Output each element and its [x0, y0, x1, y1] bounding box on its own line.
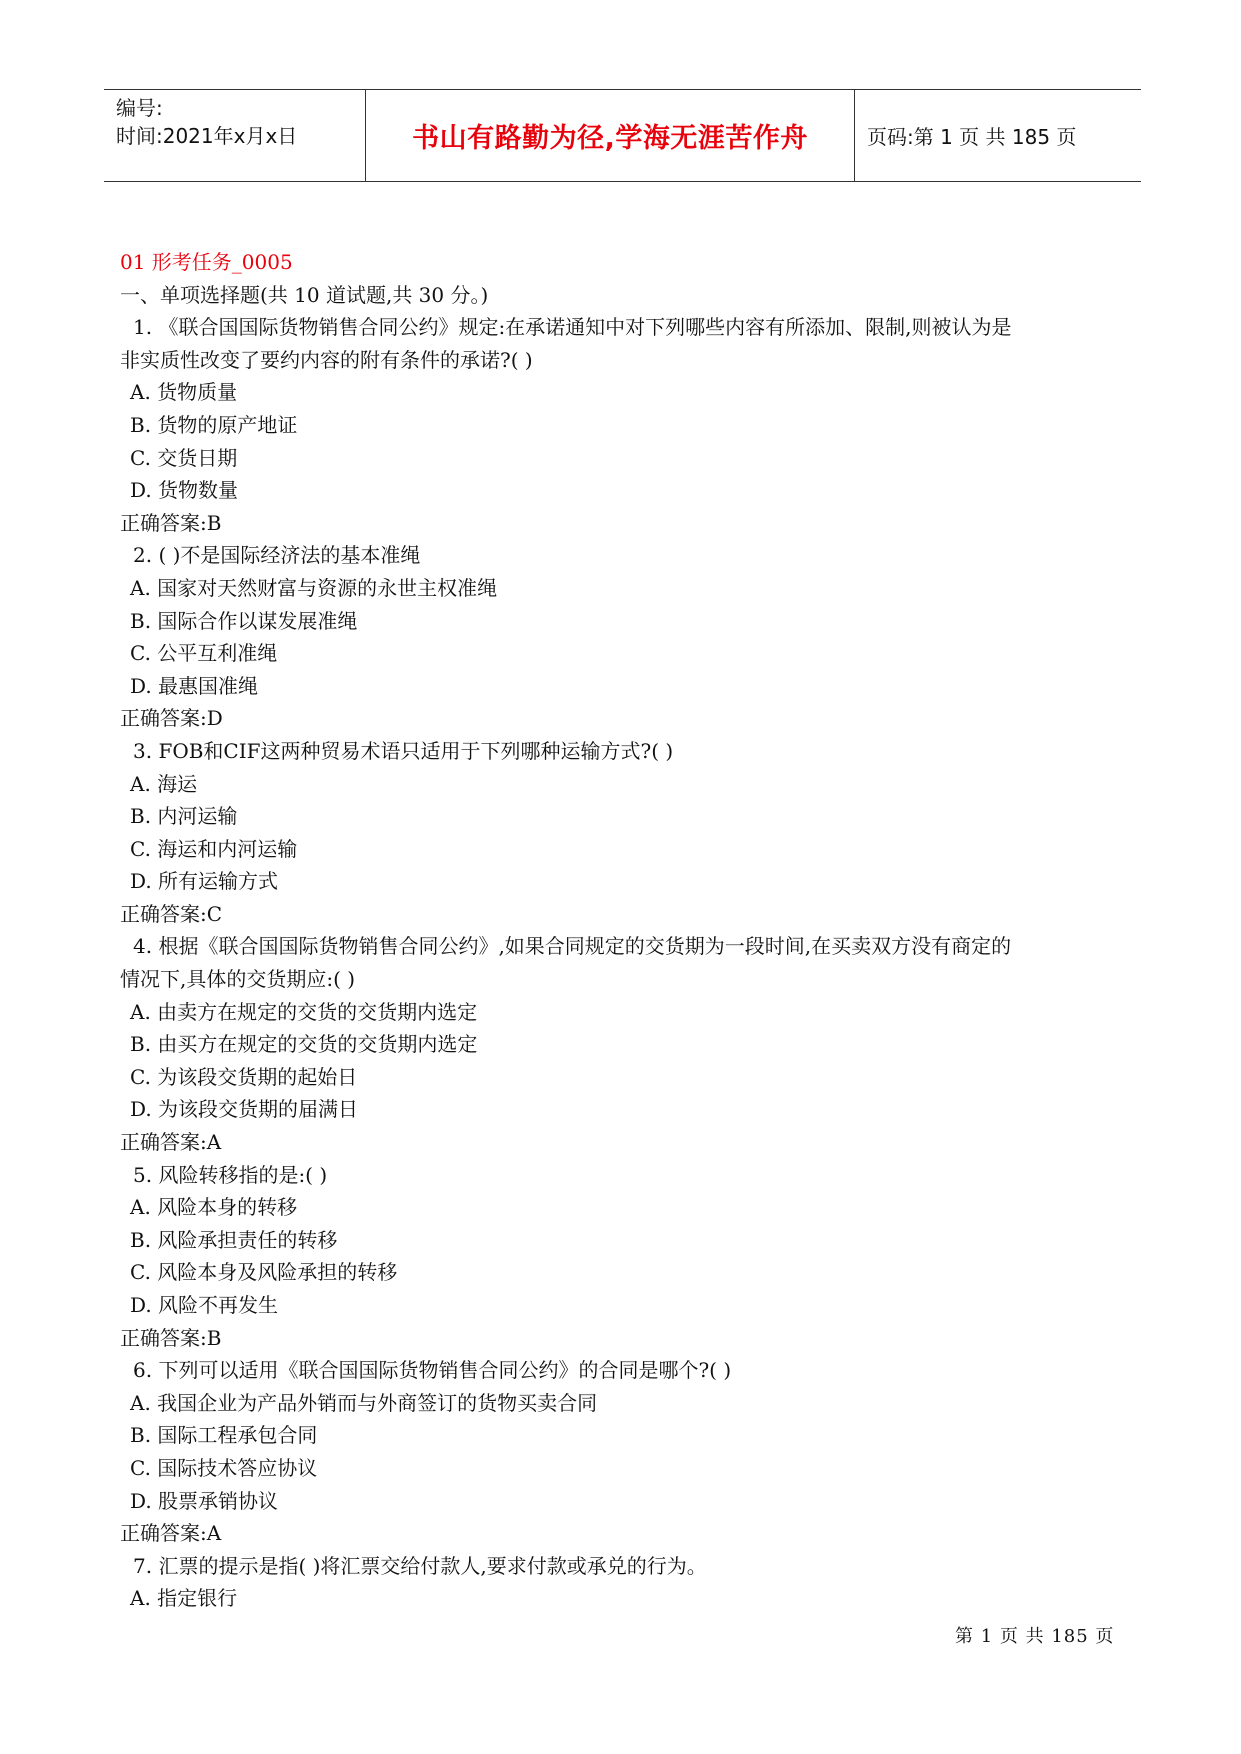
question-item [120, 1159, 1130, 1355]
answer-option: A. 海运 [130, 771, 198, 796]
header-meta [104, 90, 366, 181]
answer-option: D. 为该段交货期的届满日 [130, 1097, 359, 1122]
number-label: 编号: [116, 96, 163, 120]
correct-answer: 正确答案:B [120, 1325, 222, 1350]
question-stem: 4. 根据《联合国国际货物销售合同公约》,如果合同规定的交货期为一段时间,在买卖双方没有商定的 [133, 934, 1012, 959]
answer-option: D. 所有运输方式 [130, 869, 279, 894]
question-stem: 7. 汇票的提示是指( )将汇票交给付款人,要求付款或承兑的行为。 [133, 1553, 707, 1578]
question-stem: 6. 下列可以适用《联合国国际货物销售合同公约》的合同是哪个?( ) [133, 1358, 732, 1383]
doc-title: 01 形考任务_0005 [120, 250, 293, 274]
answer-option: A. 我国企业为产品外销而与外商签订的货物买卖合同 [130, 1390, 598, 1415]
answer-option: C. 风险本身及风险承担的转移 [130, 1260, 398, 1285]
section-heading: 一、单项选择题(共 10 道试题,共 30 分。) [120, 282, 489, 307]
header-page-info: 页码:第 1 页 共 185 页 [867, 125, 1077, 149]
header-motto: 书山有路勤为径,学海无涯苦作舟 [366, 90, 855, 181]
page-footer: 第 1 页 共 185 页 [955, 1626, 1115, 1647]
answer-option: C. 为该段交货期的起始日 [130, 1064, 358, 1089]
answer-option: B. 由买方在规定的交货的交货期内选定 [130, 1032, 478, 1057]
question-stem: 5. 风险转移指的是:( ) [133, 1162, 328, 1187]
question-stem-continued: 非实质性改变了要约内容的附有条件的承诺?( ) [120, 347, 533, 372]
question-item [120, 1550, 1130, 1615]
correct-answer: 正确答案:A [120, 1521, 222, 1546]
correct-answer: 正确答案:B [120, 510, 222, 535]
answer-option: B. 货物的原产地证 [130, 412, 298, 437]
answer-option: A. 指定银行 [130, 1586, 238, 1611]
question-item [120, 311, 1130, 539]
question-item [120, 1354, 1130, 1550]
question-item [120, 539, 1130, 735]
question-item [120, 735, 1130, 931]
answer-option: B. 风险承担责任的转移 [130, 1227, 338, 1252]
answer-option: A. 由卖方在规定的交货的交货期内选定 [130, 999, 478, 1024]
time-label: 时间:2021年x月x日 [116, 124, 298, 148]
answer-option: D. 最惠国准绳 [130, 673, 259, 698]
answer-option: D. 风险不再发生 [130, 1293, 279, 1317]
page-header [104, 89, 1141, 182]
answer-option: A. 风险本身的转移 [130, 1195, 298, 1220]
question-stem: 3. FOB和CIF这两种贸易术语只适用于下列哪种运输方式?( ) [133, 738, 674, 763]
document-body [120, 246, 1130, 1615]
correct-answer: 正确答案:D [120, 706, 223, 731]
correct-answer: 正确答案:A [120, 1130, 222, 1155]
answer-option: B. 国际工程承包合同 [130, 1423, 318, 1448]
question-list [120, 311, 1130, 1615]
question-item [120, 930, 1130, 1158]
answer-option: C. 国际技术答应协议 [130, 1455, 318, 1480]
correct-answer: 正确答案:C [120, 901, 223, 926]
answer-option: D. 股票承销协议 [130, 1488, 279, 1513]
answer-option: C. 海运和内河运输 [130, 836, 298, 861]
question-stem: 1. 《联合国国际货物销售合同公约》规定:在承诺通知中对下列哪些内容有所添加、限制,则被认为是 [133, 315, 1012, 340]
answer-option: C. 交货日期 [130, 445, 238, 470]
answer-option: B. 国际合作以谋发展准绳 [130, 608, 358, 633]
answer-option: A. 货物质量 [130, 380, 238, 405]
answer-option: C. 公平互利准绳 [130, 641, 278, 666]
answer-option: D. 货物数量 [130, 478, 239, 503]
answer-option: A. 国家对天然财富与资源的永世主权准绳 [130, 575, 498, 600]
answer-option: B. 内河运输 [130, 804, 238, 829]
question-stem-continued: 情况下,具体的交货期应:( ) [120, 967, 356, 992]
question-stem: 2. ( )不是国际经济法的基本准绳 [133, 543, 421, 568]
